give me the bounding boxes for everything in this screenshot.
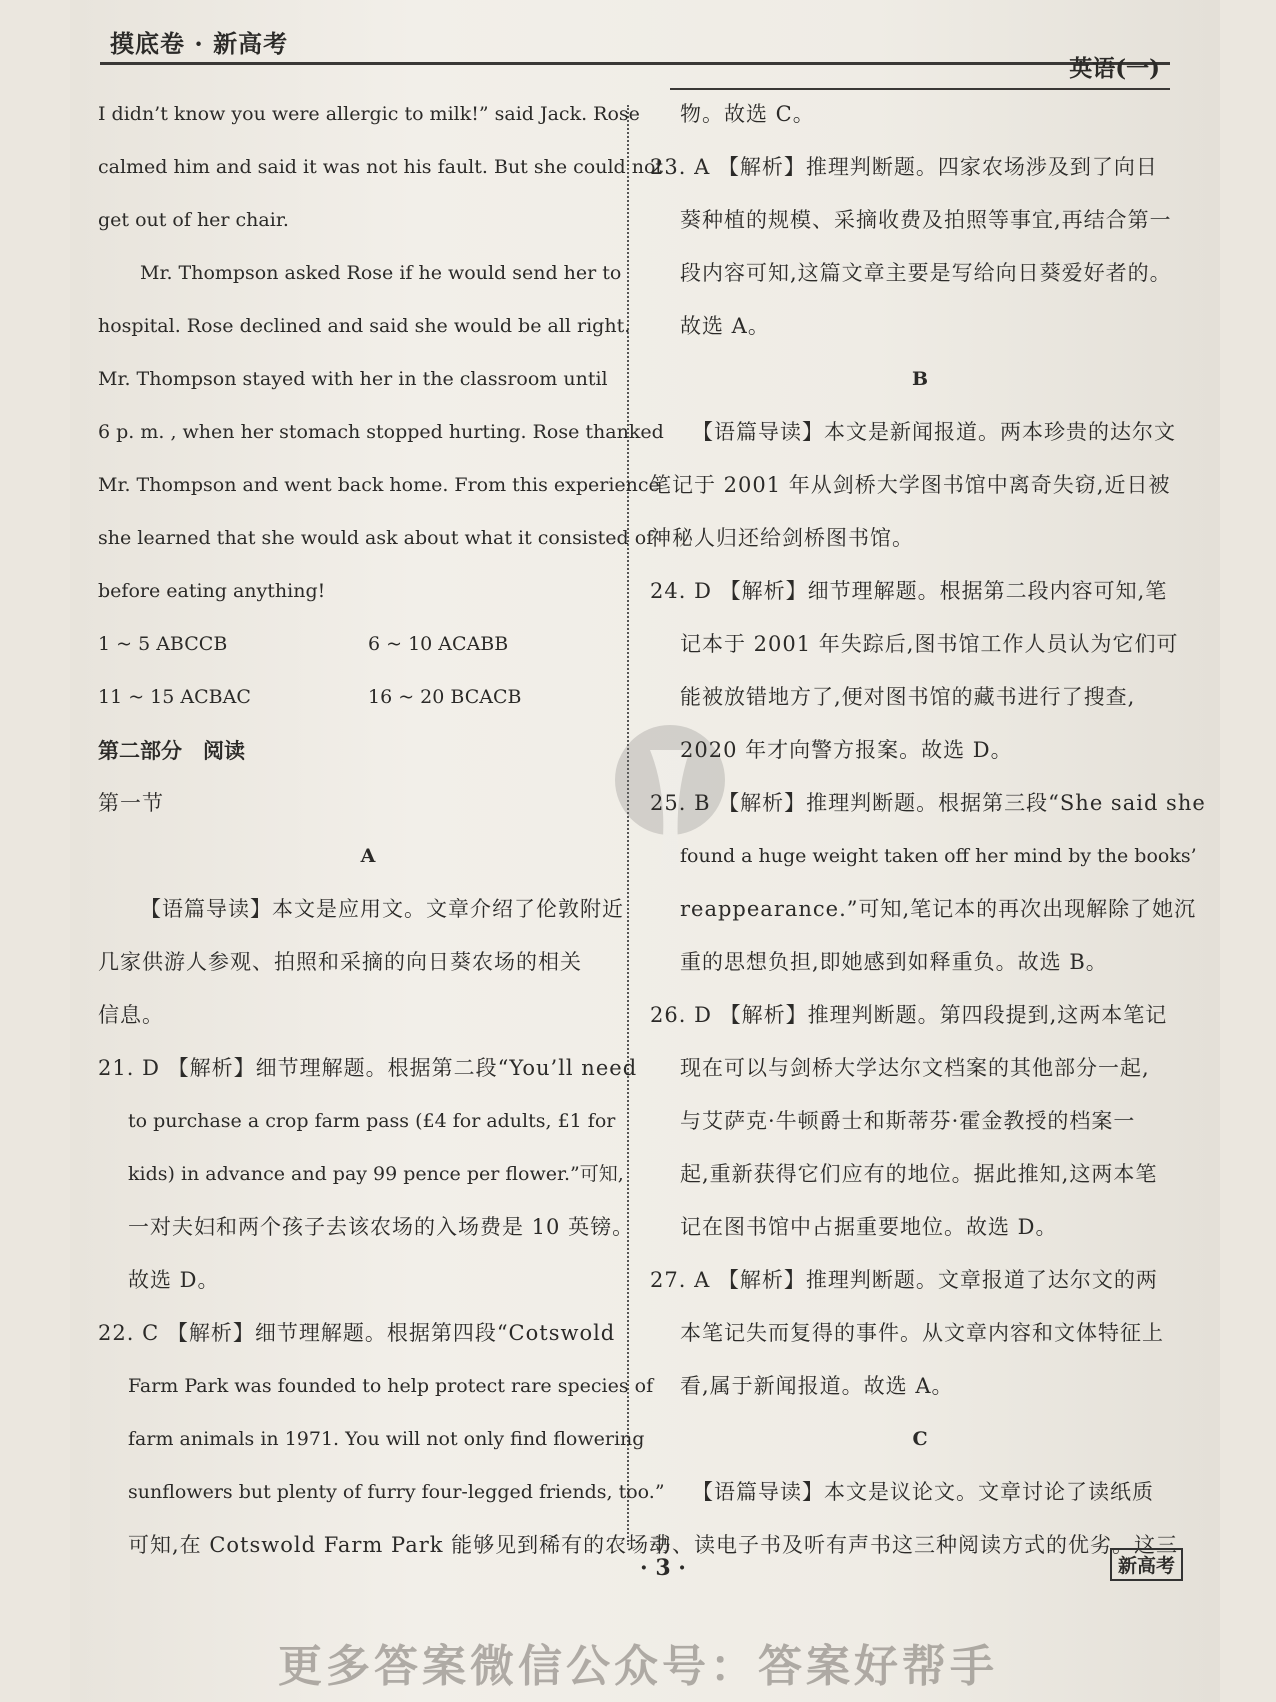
watermark-text: 更多答案微信公众号：答案好帮手 <box>278 1641 998 1692</box>
header-title: 摸底卷 · 新高考 <box>110 29 289 58</box>
q22-line: 22. C 【解析】细节理解题。根据第四段“Cotswold <box>98 1321 616 1345</box>
q22-line: Farm Park was founded to help protect rare species of <box>128 1375 654 1397</box>
header-subject: 英语(一) <box>1069 55 1160 82</box>
answer-key: 6 ~ 10 ACABB <box>368 633 509 655</box>
q24-line: 24. D 【解析】细节理解题。根据第二段内容可知,笔 <box>650 579 1168 603</box>
answer-key: 16 ~ 20 BCACB <box>368 686 522 708</box>
q22-continuation: 物。故选 C。 <box>680 102 815 126</box>
passage-heading: A <box>360 845 376 867</box>
exam-badge: 新高考 <box>1110 1548 1183 1581</box>
story-line: hospital. Rose declined and said she would be all right. <box>98 315 631 337</box>
q26-line: 起,重新获得它们应有的地位。据此推知,这两本笔 <box>680 1162 1158 1186</box>
page-number: · 3 · <box>640 1555 686 1581</box>
q25-line: 重的思想负担,即她感到如释重负。故选 B。 <box>680 950 1108 974</box>
answer-key: 11 ~ 15 ACBAC <box>98 686 251 708</box>
q21-line: 故选 D。 <box>128 1268 220 1292</box>
q23-line: 段内容可知,这篇文章主要是写给向日葵爱好者的。 <box>680 261 1172 285</box>
q21-line: 21. D 【解析】细节理解题。根据第二段“You’ll need <box>98 1056 638 1080</box>
q27-line: 27. A 【解析】推理判断题。文章报道了达尔文的两 <box>650 1268 1158 1292</box>
story-line: she learned that she would ask about what it consisted of <box>98 527 654 549</box>
q26-line: 与艾萨克·牛顿爵士和斯蒂芬·霍金教授的档案一 <box>680 1109 1136 1133</box>
passage-heading: C <box>912 1428 928 1450</box>
q26-line: 现在可以与剑桥大学达尔文档案的其他部分一起, <box>680 1056 1150 1080</box>
guide-line: 笔记于 2001 年从剑桥大学图书馆中离奇失窃,近日被 <box>650 473 1171 497</box>
q27-line: 本笔记失而复得的事件。从文章内容和文体特征上 <box>680 1321 1164 1345</box>
q24-line: 能被放错地方了,便对图书馆的藏书进行了搜查, <box>680 685 1136 709</box>
q21-line: kids) in advance and pay 99 pence per flower.”可知, <box>128 1163 624 1185</box>
answer-row <box>98 618 638 671</box>
q25-line: reappearance.”可知,笔记本的再次出现解除了她沉 <box>680 897 1197 921</box>
part-title: 第二部分 阅读 <box>98 738 245 763</box>
q25-line: found a huge weight taken off her mind by the books’ <box>680 845 1197 867</box>
q26-line: 26. D 【解析】推理判断题。第四段提到,这两本笔记 <box>650 1003 1168 1027</box>
q22-line: 可知,在 Cotswold Farm Park 能够见到稀有的农场动 <box>128 1533 672 1557</box>
q23-line: 葵种植的规模、采摘收费及拍照等事宜,再结合第一 <box>680 208 1172 232</box>
story-line: Mr. Thompson asked Rose if he would send her to <box>140 262 622 284</box>
q21-line: 一对夫妇和两个孩子去该农场的入场费是 10 英镑。 <box>128 1215 635 1239</box>
guide-line: 信息。 <box>98 1003 164 1027</box>
guide-line: 【语篇导读】本文是新闻报道。两本珍贵的达尔文 <box>692 420 1176 444</box>
answer-key: 1 ~ 5 ABCCB <box>98 633 228 655</box>
q25-line: 25. B 【解析】推理判断题。根据第三段“She said she <box>650 791 1206 815</box>
document-page <box>70 0 1220 1702</box>
q22-line: sunflowers but plenty of furry four-legged friends, too.” <box>128 1481 665 1503</box>
q24-line: 2020 年才向警方报案。故选 D。 <box>680 738 1013 762</box>
right-column <box>650 88 1206 1572</box>
guide-line: 几家供游人参观、拍照和采摘的向日葵农场的相关 <box>98 950 582 974</box>
guide-line: 神秘人归还给剑桥图书馆。 <box>650 526 914 550</box>
story-line: calmed him and said it was not his fault. But she could not <box>98 156 664 178</box>
q26-line: 记在图书馆中占据重要地位。故选 D。 <box>680 1215 1058 1239</box>
q27-line: 看,属于新闻报道。故选 A。 <box>680 1374 954 1398</box>
story-line: Mr. Thompson and went back home. From this experience <box>98 474 660 496</box>
passage-heading: B <box>911 368 929 390</box>
q23-line: 23. A 【解析】推理判断题。四家农场涉及到了向日 <box>650 155 1158 179</box>
page-header <box>110 18 1170 82</box>
left-column <box>98 88 672 1572</box>
story-line: Mr. Thompson stayed with her in the classroom until <box>98 368 608 390</box>
q22-line: farm animals in 1971. You will not only find flowering <box>128 1428 645 1450</box>
guide-line: 【语篇导读】本文是应用文。文章介绍了伦敦附近 <box>140 897 624 921</box>
guide-line: 书、读电子书及听有声书这三种阅读方式的优劣。这三 <box>650 1533 1178 1557</box>
guide-line: 【语篇导读】本文是议论文。文章讨论了读纸质 <box>692 1480 1154 1504</box>
q21-line: to purchase a crop farm pass (£4 for adults, £1 for <box>128 1110 616 1132</box>
q23-line: 故选 A。 <box>680 314 770 338</box>
story-line: I didn’t know you were allergic to milk!” said Jack. Rose <box>98 103 640 125</box>
story-line: get out of her chair. <box>98 209 289 231</box>
section-title: 第一节 <box>98 791 164 815</box>
answer-row <box>98 671 638 724</box>
story-line: 6 p. m. , when her stomach stopped hurting. Rose thanked <box>98 421 664 443</box>
q24-line: 记本于 2001 年失踪后,图书馆工作人员认为它们可 <box>680 632 1179 656</box>
header-rule <box>100 62 1170 65</box>
story-line: before eating anything! <box>98 580 326 602</box>
